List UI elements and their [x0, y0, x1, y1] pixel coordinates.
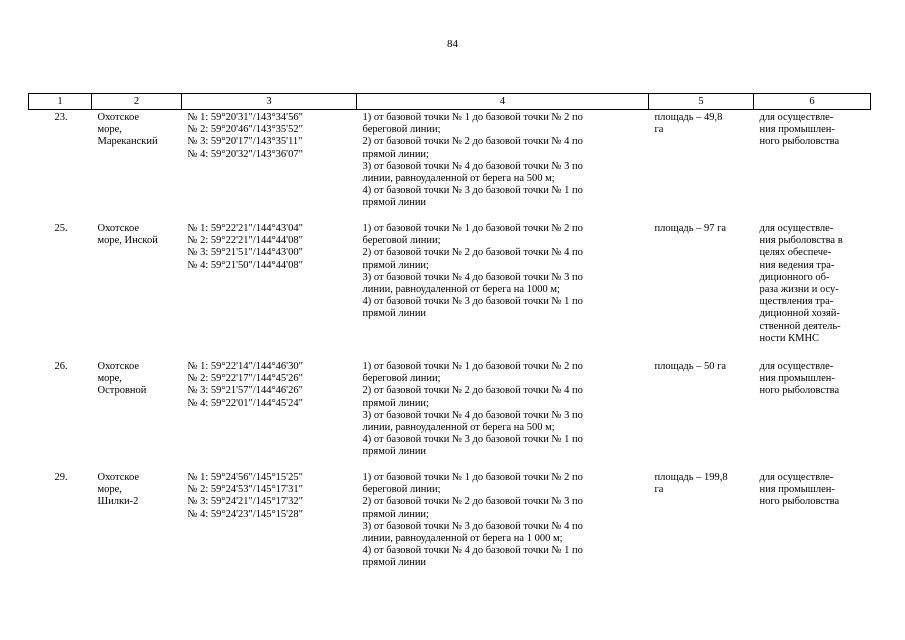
- border-line: 3) от базовой точки № 4 до базовой точки № 3 по: [362, 271, 583, 283]
- coordinate-line: № 2: 59°20'46"/143°35'52": [187, 124, 303, 136]
- purpose-line: ния промышлен-: [759, 484, 835, 496]
- purpose-line: диционной хозяй-: [759, 308, 840, 320]
- area-name-line: Охотское: [97, 112, 140, 123]
- border-line: прямой линии;: [362, 148, 429, 160]
- border-line: линии, равноудаленной от берега на 500 м;: [362, 173, 555, 185]
- area-size-line: площадь – 199,8: [654, 472, 728, 483]
- border-line: 3) от базовой точки № 4 до базовой точки № 3 по: [362, 409, 583, 421]
- border-line: береговой линии;: [362, 484, 441, 496]
- border-line: 3) от базовой точки № 3 до базовой точки № 4 по: [362, 520, 583, 532]
- purpose-line: целях обеспече-: [759, 247, 832, 259]
- purpose-line: ного рыболовства: [759, 496, 840, 508]
- area-name-line: море,: [97, 373, 122, 385]
- row-number: 26.: [54, 361, 68, 372]
- area-name-cell: [92, 359, 182, 470]
- area-size-cell: [649, 221, 754, 359]
- borders-cell: [357, 470, 649, 584]
- purpose-line: диционного об-: [759, 271, 830, 283]
- coordinate-line: № 1: 59°24'56"/145°15'25": [187, 472, 303, 483]
- column-header: 4: [357, 94, 649, 110]
- purpose-line: раза жизни и осу-: [759, 284, 839, 296]
- area-size-line: га: [654, 124, 664, 136]
- row-number: 23.: [54, 112, 68, 123]
- border-line: линии, равноудаленной от берега на 500 м;: [362, 422, 555, 434]
- border-line: прямой линии: [362, 557, 427, 569]
- table-header-row: [29, 94, 871, 110]
- column-header: 3: [182, 94, 357, 110]
- table-row: [29, 470, 871, 584]
- page-number: 84: [447, 38, 458, 50]
- purpose-line: ния промышлен-: [759, 124, 835, 136]
- area-name-line: Островной: [97, 385, 147, 397]
- purpose-line: для осуществле-: [759, 361, 834, 372]
- purpose-line: ществления тра-: [759, 296, 834, 308]
- area-name-line: море,: [97, 124, 122, 136]
- area-size-line: площадь – 49,8: [654, 112, 723, 123]
- area-name-line: Охотское: [97, 472, 140, 483]
- area-size-cell: [649, 359, 754, 470]
- coordinate-line: № 2: 59°22'17"/144°45'26": [187, 373, 303, 385]
- area-name-line: Шилки-2: [97, 496, 139, 508]
- purpose-cell: [754, 221, 871, 359]
- column-header: 5: [649, 94, 754, 110]
- purpose-cell: [754, 359, 871, 470]
- border-line: 4) от базовой точки № 4 до базовой точки № 1 по: [362, 545, 583, 557]
- border-line: линии, равноудаленной от берега на 1000 м;: [362, 284, 560, 296]
- purpose-line: ственной деятель-: [759, 320, 841, 332]
- area-name-cell: [92, 470, 182, 584]
- border-line: прямой линии: [362, 197, 427, 209]
- purpose-line: для осуществле-: [759, 112, 834, 123]
- border-line: 2) от базовой точки № 2 до базовой точки № 3 по: [362, 496, 583, 508]
- column-header: 6: [754, 94, 871, 110]
- area-name-line: Охотское: [97, 223, 140, 234]
- purpose-line: ности КМНС: [759, 332, 820, 344]
- purpose-line: ния рыболовства в: [759, 235, 843, 247]
- coordinate-line: № 1: 59°20'31"/143°34'56": [187, 112, 303, 123]
- area-name-line: Мареканский: [97, 136, 158, 148]
- border-line: прямой линии: [362, 308, 427, 320]
- area-size-line: площадь – 97 га: [654, 223, 727, 234]
- borders-cell: [357, 359, 649, 470]
- coordinate-line: № 3: 59°20'17"/143°35'11": [187, 136, 303, 148]
- coordinate-line: № 3: 59°24'21"/145°17'32": [187, 496, 303, 508]
- border-line: береговой линии;: [362, 373, 441, 385]
- border-line: береговой линии;: [362, 124, 441, 136]
- purpose-line: для осуществле-: [759, 472, 834, 483]
- coordinates-cell: [182, 110, 357, 222]
- coordinate-line: № 4: 59°22'01"/144°45'24": [187, 397, 303, 409]
- borders-cell: [357, 221, 649, 359]
- coordinates-cell: [182, 221, 357, 359]
- coordinate-line: № 4: 59°20'32"/143°36'07": [187, 148, 303, 160]
- border-line: 4) от базовой точки № 3 до базовой точки № 1 по: [362, 296, 583, 308]
- border-line: 1) от базовой точки № 1 до базовой точки № 2 по: [362, 472, 583, 483]
- column-header: 2: [92, 94, 182, 110]
- table-row: [29, 110, 871, 222]
- column-header: 1: [29, 94, 92, 110]
- border-line: линии, равноудаленной от берега на 1 000 м;: [362, 533, 563, 545]
- coordinate-line: № 4: 59°21'50"/144°44'08": [187, 259, 303, 271]
- border-line: прямой линии;: [362, 397, 429, 409]
- table-row: [29, 359, 871, 470]
- border-line: береговой линии;: [362, 235, 441, 247]
- table-row: [29, 221, 871, 359]
- coordinate-line: № 4: 59°24'23"/145°15'28": [187, 508, 303, 520]
- area-size-cell: [649, 470, 754, 584]
- coordinate-line: № 1: 59°22'14"/144°46'30": [187, 361, 303, 372]
- border-line: прямой линии;: [362, 259, 429, 271]
- row-number: 29.: [54, 472, 68, 483]
- area-name-line: море, Инской: [97, 235, 158, 247]
- border-line: 4) от базовой точки № 3 до базовой точки № 1 по: [362, 185, 583, 197]
- area-size-line: га: [654, 484, 664, 496]
- coordinates-cell: [182, 470, 357, 584]
- purpose-cell: [754, 470, 871, 584]
- area-size-cell: [649, 110, 754, 222]
- area-size-line: площадь – 50 га: [654, 361, 727, 372]
- border-line: 2) от базовой точки № 2 до базовой точки № 4 по: [362, 247, 583, 259]
- border-line: 1) от базовой точки № 1 до базовой точки № 2 по: [362, 361, 583, 372]
- borders-cell: [357, 110, 649, 222]
- coordinate-line: № 3: 59°21'57"/144°46'26": [187, 385, 303, 397]
- border-line: 1) от базовой точки № 1 до базовой точки № 2 по: [362, 223, 583, 234]
- coordinates-cell: [182, 359, 357, 470]
- border-line: прямой линии;: [362, 508, 429, 520]
- border-line: 4) от базовой точки № 3 до базовой точки № 1 по: [362, 434, 583, 446]
- area-name-line: море,: [97, 484, 122, 496]
- purpose-line: ного рыболовства: [759, 136, 840, 148]
- coordinate-line: № 2: 59°24'53"/145°17'31": [187, 484, 303, 496]
- fishing-areas-table: [28, 93, 871, 584]
- area-name-cell: [92, 221, 182, 359]
- border-line: 3) от базовой точки № 4 до базовой точки № 3 по: [362, 160, 583, 172]
- purpose-line: ния ведения тра-: [759, 259, 835, 271]
- row-number: 25.: [54, 223, 68, 234]
- area-name-cell: [92, 110, 182, 222]
- purpose-cell: [754, 110, 871, 222]
- coordinate-line: № 1: 59°22'21"/144°43'04": [187, 223, 303, 234]
- border-line: прямой линии: [362, 446, 427, 458]
- border-line: 1) от базовой точки № 1 до базовой точки № 2 по: [362, 112, 583, 123]
- border-line: 2) от базовой точки № 2 до базовой точки № 4 по: [362, 385, 583, 397]
- area-name-line: Охотское: [97, 361, 140, 372]
- purpose-line: ного рыболовства: [759, 385, 840, 397]
- border-line: 2) от базовой точки № 2 до базовой точки № 4 по: [362, 136, 583, 148]
- purpose-line: ния промышлен-: [759, 373, 835, 385]
- purpose-line: для осуществле-: [759, 223, 834, 234]
- coordinate-line: № 2: 59°22'21"/144°44'08": [187, 235, 303, 247]
- coordinate-line: № 3: 59°21'51"/144°43'00": [187, 247, 303, 259]
